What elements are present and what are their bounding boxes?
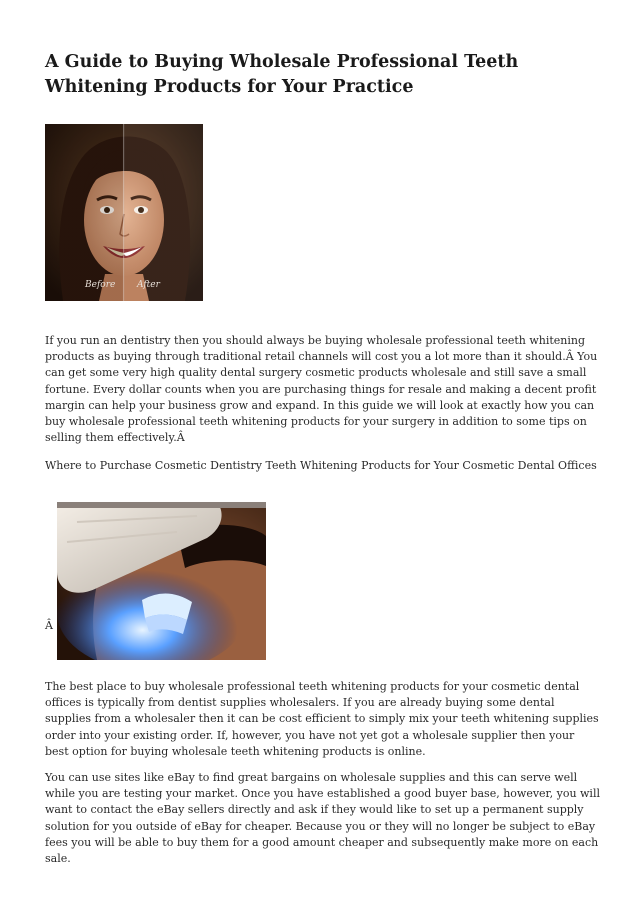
- ebay-paragraph: You can use sites like eBay to find great bargains on wholesale supplies and this can serve well while you are testing your market. Once you have established a good buyer base, however, you will want to contact the eBay sellers directly and ask if they would like to set up a permanent supply solution for you outside of eBay for cheaper. Because you or they will no longer be subject to eBay fees you will be able to buy them for a good amount cheaper and subsequently make more on each sale.: [45, 771, 600, 866]
- before-after-photo: [45, 124, 203, 301]
- intro-paragraph: If you run an dentistry then you should always be buying wholesale professional teeth whitening products as buying through traditional retail channels will cost you a lot more than it should.Â You can get some very high quality dental surgery cosmetic products wholesale and still save a small fortune. Every dollar counts when you are purchasing things for resale and making a decent profit margin can help your business grow and expand. In this guide we will look at exactly how you can buy wholesale professional teeth whitening products for your surgery in addition to some tips on selling them effectively.Â: [45, 334, 598, 445]
- section-heading: Where to Purchase Cosmetic Dentistry Teeth Whitening Products for Your Cosmetic Dental Offices: [45, 459, 597, 472]
- image-caption-mark: Â: [45, 619, 53, 632]
- best-place-paragraph: The best place to buy wholesale professional teeth whitening products for your cosmetic dental offices is typically from dentist supplies wholesalers. If you are already buying some dental supplies from a wholesaler then it can be cost efficient to simply mix your teeth whitening supplies order into your existing order. If, however, you have not yet got a wholesale supplier then your best option for buying wholesale teeth whitening products is online.: [45, 680, 599, 758]
- whitening-light-photo: [57, 502, 266, 660]
- after-label: After: [137, 280, 160, 290]
- document-title: A Guide to Buying Wholesale Professional Teeth Whitening Products for Your Practice: [45, 52, 519, 97]
- before-label: Before: [85, 280, 116, 290]
